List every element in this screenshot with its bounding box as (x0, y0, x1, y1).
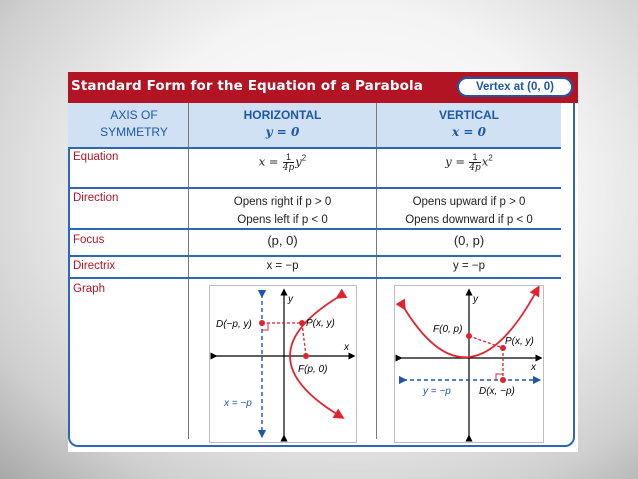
horizontal-eq-fraction (283, 152, 295, 173)
parabola-curve (403, 290, 537, 357)
row-label-directrix: Directrix (73, 260, 116, 272)
horizontal-eq-var: y (295, 154, 302, 169)
vertical-direction-1: Opens upward if p > 0 (412, 196, 526, 208)
horizontal-eq-lhs: x = (258, 154, 279, 169)
row-label-focus: Focus (73, 234, 105, 246)
header-horizontal (189, 103, 376, 147)
vertical-eq-numerator: 1 (469, 152, 481, 163)
y-axis-label: y (473, 294, 478, 305)
horizontal-direction-2: Opens left if p < 0 (237, 214, 328, 226)
row-label-graph: Graph (73, 283, 105, 295)
horizontal-graph (209, 285, 357, 443)
point-p-label: P(x, y) (306, 318, 335, 329)
vertical-direction-2: Opens downward if p < 0 (405, 214, 533, 226)
header-horizontal-label: HORIZONTAL (243, 108, 322, 122)
point-p-label: P(x, y) (505, 336, 534, 347)
slide (68, 72, 578, 452)
point-d-label: D(−p, y) (216, 319, 252, 330)
row-label-direction: Direction (73, 192, 119, 204)
row-rule (68, 187, 561, 189)
header-vertical (377, 103, 561, 147)
horizontal-eq-exponent: 2 (301, 153, 307, 163)
horizontal-direction (189, 193, 376, 229)
vertical-eq-lhs: y = (445, 154, 466, 169)
horizontal-eq-numerator: 1 (283, 152, 295, 163)
vertical-eq-denominator: 4p (469, 163, 481, 173)
point-d (259, 320, 265, 326)
horizontal-graph-svg (210, 286, 356, 442)
point-f-label: F(p, 0) (298, 364, 328, 375)
header-vertical-label: VERTICAL (439, 108, 499, 122)
point-f (303, 353, 309, 359)
point-d (500, 377, 506, 383)
title-bar (68, 72, 578, 103)
page-title: Standard Form for the Equation of a Parabola (71, 78, 423, 94)
vertical-eq-fraction (469, 152, 481, 173)
row-rule (68, 255, 561, 257)
vertical-focus: (0, p) (453, 233, 485, 248)
directrix-label: y = −p (423, 386, 451, 397)
horizontal-eq-denominator: 4p (282, 163, 295, 173)
horizontal-direction-1: Opens right if p > 0 (233, 196, 332, 208)
header-axis-line1: AXIS OF (110, 108, 158, 122)
row-rule (68, 277, 561, 279)
header-axis-line2: SYMMETRY (100, 125, 168, 139)
vertical-direction (377, 193, 561, 229)
directrix-label: x = −p (224, 398, 252, 409)
point-d-label: D(x, −p) (479, 386, 515, 397)
row-label-equation: Equation (73, 151, 119, 163)
x-axis-label: x (531, 362, 536, 373)
point-f (466, 333, 472, 339)
vertical-eq-var: x (481, 154, 489, 169)
table-header (68, 103, 561, 147)
point-f-label: F(0, p) (433, 324, 463, 335)
horizontal-focus: (p, 0) (267, 233, 298, 248)
x-axis-label: x (344, 342, 349, 353)
vertical-graph-svg (395, 286, 543, 442)
vertical-eq-exponent: 2 (488, 153, 493, 163)
horizontal-equation (189, 152, 376, 173)
y-axis-label: y (288, 294, 293, 305)
vertical-graph (394, 285, 544, 443)
header-horizontal-eq: y = 0 (265, 125, 300, 139)
vertical-directrix: y = −p (453, 260, 485, 272)
horizontal-directrix: x = −p (266, 260, 299, 272)
header-vertical-eq: x = 0 (452, 125, 486, 139)
row-rule (68, 147, 561, 149)
header-axis-of-symmetry (80, 103, 188, 147)
vertical-equation (377, 152, 561, 173)
vertex-badge: Vertex at (0, 0) (457, 77, 573, 97)
point-p (299, 320, 305, 326)
